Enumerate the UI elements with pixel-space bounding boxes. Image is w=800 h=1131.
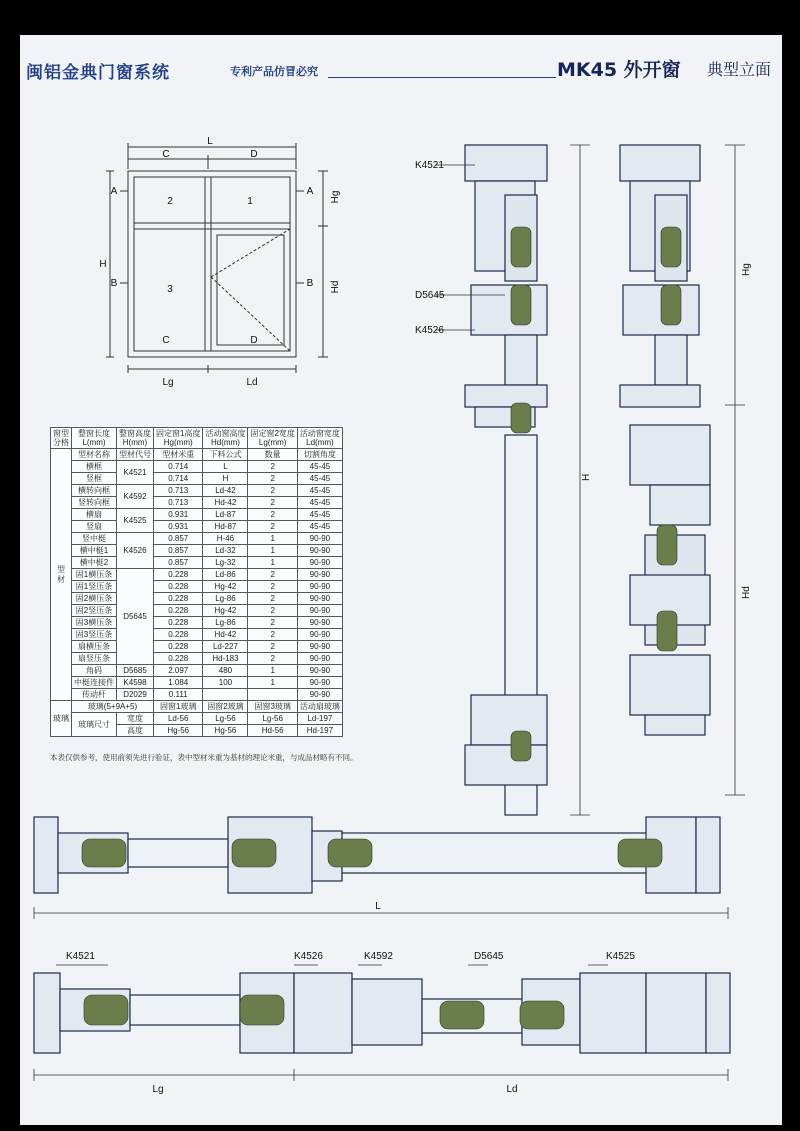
hlabel-K4592: K4592 <box>364 951 393 962</box>
table-row <box>51 653 343 665</box>
cell-weight: 0.228 <box>154 569 203 581</box>
cell-name: 竖中梃 <box>72 533 117 545</box>
cell-angle: 90-90 <box>297 569 342 581</box>
subheader-cell: 型材米重 <box>154 449 203 461</box>
cell-angle: 90-90 <box>297 677 342 689</box>
dim-Hd: Hd <box>330 280 341 294</box>
cell-formula: Lg-86 <box>203 593 248 605</box>
cell-angle: 45-45 <box>297 485 342 497</box>
cell-weight: 0.857 <box>154 533 203 545</box>
table-row <box>51 473 343 485</box>
cell-name: 固3横压条 <box>72 617 117 629</box>
cell-name: 固1竖压条 <box>72 581 117 593</box>
dim-Lg-horizontal: Lg <box>152 1084 164 1095</box>
horizontal-section-drawing <box>28 803 778 1123</box>
cell-formula: Lg-86 <box>203 617 248 629</box>
glass-col-head: 固窗1玻璃 <box>154 701 203 713</box>
cell-name: 角码 <box>72 665 117 677</box>
pane-3-label: 3 <box>167 284 173 295</box>
cell-qty: 2 <box>248 521 297 533</box>
cell-angle: 90-90 <box>297 593 342 605</box>
cell-formula: Ld-32 <box>203 545 248 557</box>
cell-code: K4598 <box>117 677 154 689</box>
subheader-cell: 型材代号 <box>117 449 154 461</box>
subheader-cell: 型材名称 <box>72 449 117 461</box>
cell-weight: 0.228 <box>154 629 203 641</box>
cell-weight: 0.713 <box>154 497 203 509</box>
glass-height-cell: Hg-56 <box>203 725 248 737</box>
cell-formula: 480 <box>203 665 248 677</box>
pane-1-label: 1 <box>247 196 253 207</box>
cell-qty: 1 <box>248 533 297 545</box>
cell-formula: Ld-227 <box>203 641 248 653</box>
cell-name: 固2竖压条 <box>72 605 117 617</box>
cell-qty: 2 <box>248 485 297 497</box>
table-row <box>51 485 343 497</box>
cell-name: 竖扇 <box>72 521 117 533</box>
cell-weight: 0.228 <box>154 641 203 653</box>
cell-weight: 0.228 <box>154 593 203 605</box>
cell-angle: 90-90 <box>297 533 342 545</box>
cell-qty: 1 <box>248 557 297 569</box>
cell-formula: Hd-87 <box>203 521 248 533</box>
cell-angle: 90-90 <box>297 617 342 629</box>
cell-qty: 2 <box>248 629 297 641</box>
cell-code: D2029 <box>117 689 154 701</box>
hlabel-D5645: D5645 <box>474 951 504 962</box>
col-head-Ld: 活动窗宽度 Ld(mm) <box>297 428 342 449</box>
table-row <box>51 557 343 569</box>
cell-code: K4592 <box>117 485 154 509</box>
cell-name: 竖框 <box>72 473 117 485</box>
table-row <box>51 581 343 593</box>
glass-width-row <box>51 713 343 725</box>
cell-angle: 90-90 <box>297 641 342 653</box>
cell-angle: 45-45 <box>297 461 342 473</box>
cell-weight: 0.714 <box>154 461 203 473</box>
cell-qty: 2 <box>248 653 297 665</box>
cell-formula: Ld-86 <box>203 569 248 581</box>
cell-name: 固1横压条 <box>72 569 117 581</box>
cell-qty: 1 <box>248 665 297 677</box>
cell-qty: 2 <box>248 605 297 617</box>
cell-formula: Hg-42 <box>203 605 248 617</box>
dim-H-vertical: H <box>581 473 592 481</box>
cell-angle: 90-90 <box>297 629 342 641</box>
col-head-Hd: 活动窗高度 Hd(mm) <box>203 428 248 449</box>
subheader-cell: 下料公式 <box>203 449 248 461</box>
dim-D-top: D <box>250 149 258 160</box>
col-head-Hg: 固定窗1高度 Hg(mm) <box>154 428 203 449</box>
cell-formula <box>203 689 248 701</box>
table-row <box>51 509 343 521</box>
hlabel-K4526: K4526 <box>294 951 323 962</box>
cell-angle: 45-45 <box>297 497 342 509</box>
cell-formula: 100 <box>203 677 248 689</box>
table-row <box>51 677 343 689</box>
cell-angle: 45-45 <box>297 521 342 533</box>
cell-angle: 90-90 <box>297 545 342 557</box>
cell-qty: 2 <box>248 497 297 509</box>
cell-qty: 1 <box>248 677 297 689</box>
glass-height-cell: Hg-56 <box>154 725 203 737</box>
cell-weight: 0.931 <box>154 521 203 533</box>
glass-col-head: 活动扇玻璃 <box>297 701 342 713</box>
table-row <box>51 689 343 701</box>
group-profile-cell: 型 材 <box>51 449 72 701</box>
table-row <box>51 629 343 641</box>
dim-Hd-vertical: Hd <box>741 586 752 599</box>
cell-weight: 0.228 <box>154 605 203 617</box>
cell-weight: 0.713 <box>154 485 203 497</box>
glass-col-head: 固窗2玻璃 <box>203 701 248 713</box>
cell-weight: 0.228 <box>154 581 203 593</box>
cell-name: 横中梃1 <box>72 545 117 557</box>
table-row <box>51 533 343 545</box>
cell-name: 固3竖压条 <box>72 629 117 641</box>
cell-weight: 0.857 <box>154 557 203 569</box>
pane-2-label: 2 <box>167 196 173 207</box>
cell-name: 固2横压条 <box>72 593 117 605</box>
cell-angle: 90-90 <box>297 605 342 617</box>
cell-formula: H-46 <box>203 533 248 545</box>
glass-width-cell: Lg-56 <box>203 713 248 725</box>
dim-L: L <box>207 136 213 147</box>
cell-formula: Ld-87 <box>203 509 248 521</box>
cell-formula: Lg-32 <box>203 557 248 569</box>
table-row <box>51 665 343 677</box>
group-glass-cell: 玻璃 <box>51 701 72 737</box>
glass-height-cell: Hd-197 <box>297 725 342 737</box>
cell-qty: 2 <box>248 509 297 521</box>
glass-height-cell: Hd-56 <box>248 725 297 737</box>
hlabel-K4525: K4525 <box>606 951 635 962</box>
glass-header-row <box>51 701 343 713</box>
cell-weight: 0.857 <box>154 545 203 557</box>
cell-name: 中梃连接件 <box>72 677 117 689</box>
cell-formula: Hg-42 <box>203 581 248 593</box>
dim-D-bottom: D <box>250 335 258 346</box>
dim-C-top: C <box>162 149 170 160</box>
glass-width-label: 宽度 <box>117 713 154 725</box>
label-D5645: D5645 <box>415 290 445 301</box>
series-title: MK45 外开窗 <box>557 59 681 81</box>
cell-code: K4526 <box>117 533 154 569</box>
glass-width-cell: Lg-56 <box>248 713 297 725</box>
dim-A-right: A <box>306 186 314 197</box>
cell-name: 横中梃2 <box>72 557 117 569</box>
dim-Lg: Lg <box>162 377 174 388</box>
cell-qty: 2 <box>248 581 297 593</box>
window-elevation-diagram <box>98 133 341 393</box>
dim-A-left: A <box>110 186 118 197</box>
cell-name: 竖转向框 <box>72 497 117 509</box>
patent-note: 专利产品仿冒必究 <box>230 65 318 78</box>
cell-angle: 90-90 <box>297 689 342 701</box>
subheader-row <box>51 449 343 461</box>
cell-code: K4525 <box>117 509 154 533</box>
spec-table <box>50 427 343 737</box>
table-row <box>51 593 343 605</box>
col-head-type: 窗型 分格 <box>51 428 72 449</box>
cell-qty: 2 <box>248 461 297 473</box>
cell-formula: Hd-42 <box>203 497 248 509</box>
cell-angle: 90-90 <box>297 557 342 569</box>
cell-weight: 0.228 <box>154 617 203 629</box>
label-K4521: K4521 <box>415 160 444 171</box>
catalog-sheet <box>20 35 782 1125</box>
cell-weight: 0.111 <box>154 689 203 701</box>
cell-weight: 0.714 <box>154 473 203 485</box>
cell-angle: 45-45 <box>297 473 342 485</box>
table-row <box>51 605 343 617</box>
dim-L-horizontal: L <box>375 901 381 912</box>
dim-B-right: B <box>306 278 314 289</box>
table-row <box>51 497 343 509</box>
dim-Ld-horizontal: Ld <box>506 1084 518 1095</box>
cell-weight: 1.084 <box>154 677 203 689</box>
dim-C-bottom: C <box>162 335 170 346</box>
table-row <box>51 545 343 557</box>
glass-width-cell: Ld-197 <box>297 713 342 725</box>
cell-qty: 1 <box>248 545 297 557</box>
cell-code: D5645 <box>117 569 154 665</box>
cell-qty: 2 <box>248 473 297 485</box>
cell-name: 扇横压条 <box>72 641 117 653</box>
subheader-cell: 切割角度 <box>297 449 342 461</box>
table-row <box>51 641 343 653</box>
cell-formula: L <box>203 461 248 473</box>
cell-qty: 2 <box>248 617 297 629</box>
vertical-section-drawing <box>405 135 775 815</box>
cell-name: 横转向框 <box>72 485 117 497</box>
cell-code: K4521 <box>117 461 154 485</box>
table-row <box>51 617 343 629</box>
table-row <box>51 461 343 473</box>
cell-formula: Hd-183 <box>203 653 248 665</box>
cell-name: 扇竖压条 <box>72 653 117 665</box>
cell-weight: 0.931 <box>154 509 203 521</box>
subheader-cell: 数量 <box>248 449 297 461</box>
cell-qty: 2 <box>248 569 297 581</box>
hlabel-K4521: K4521 <box>66 951 95 962</box>
cell-formula: H <box>203 473 248 485</box>
cell-formula: Ld-42 <box>203 485 248 497</box>
cell-angle: 90-90 <box>297 665 342 677</box>
glass-height-label: 高度 <box>117 725 154 737</box>
table-row <box>51 521 343 533</box>
dim-H: H <box>99 259 107 270</box>
table-footnote: 本表仅供参考，使用前须先进行验证，表中型材米重为基材的理论米重，与成品材略有不同。 <box>50 753 358 762</box>
dim-Hg-vertical: Hg <box>741 263 752 276</box>
glass-size-label: 玻璃尺寸 <box>72 713 117 737</box>
cell-angle: 90-90 <box>297 581 342 593</box>
header-rule <box>328 77 556 78</box>
cell-weight: 0.228 <box>154 653 203 665</box>
cell-formula: Hd-42 <box>203 629 248 641</box>
spec-table-body <box>51 449 343 737</box>
cell-qty: 2 <box>248 641 297 653</box>
col-head-H: 整窗高度 H(mm) <box>117 428 154 449</box>
glass-spec-cell: 玻璃(5+9A+5) <box>72 701 154 713</box>
glass-col-head: 固窗3玻璃 <box>248 701 297 713</box>
table-row <box>51 569 343 581</box>
cell-qty <box>248 689 297 701</box>
cell-name: 横扇 <box>72 509 117 521</box>
col-head-L: 整窗长度 L(mm) <box>72 428 117 449</box>
col-head-Lg: 固定窗2宽度 Lg(mm) <box>248 428 297 449</box>
cell-name: 横框 <box>72 461 117 473</box>
dim-Hg: Hg <box>330 190 341 204</box>
dim-B-left: B <box>110 278 118 289</box>
cell-weight: 2.097 <box>154 665 203 677</box>
cell-qty: 2 <box>248 593 297 605</box>
cell-code: D5685 <box>117 665 154 677</box>
dim-Ld: Ld <box>246 377 258 388</box>
brand-title: 闽铝金典门窗系统 <box>26 63 170 83</box>
cell-angle: 45-45 <box>297 509 342 521</box>
label-K4526: K4526 <box>415 325 444 336</box>
cell-name: 传动杆 <box>72 689 117 701</box>
cell-angle: 90-90 <box>297 653 342 665</box>
glass-width-cell: Ld-56 <box>154 713 203 725</box>
series-subtitle: 典型立面 <box>707 60 772 79</box>
